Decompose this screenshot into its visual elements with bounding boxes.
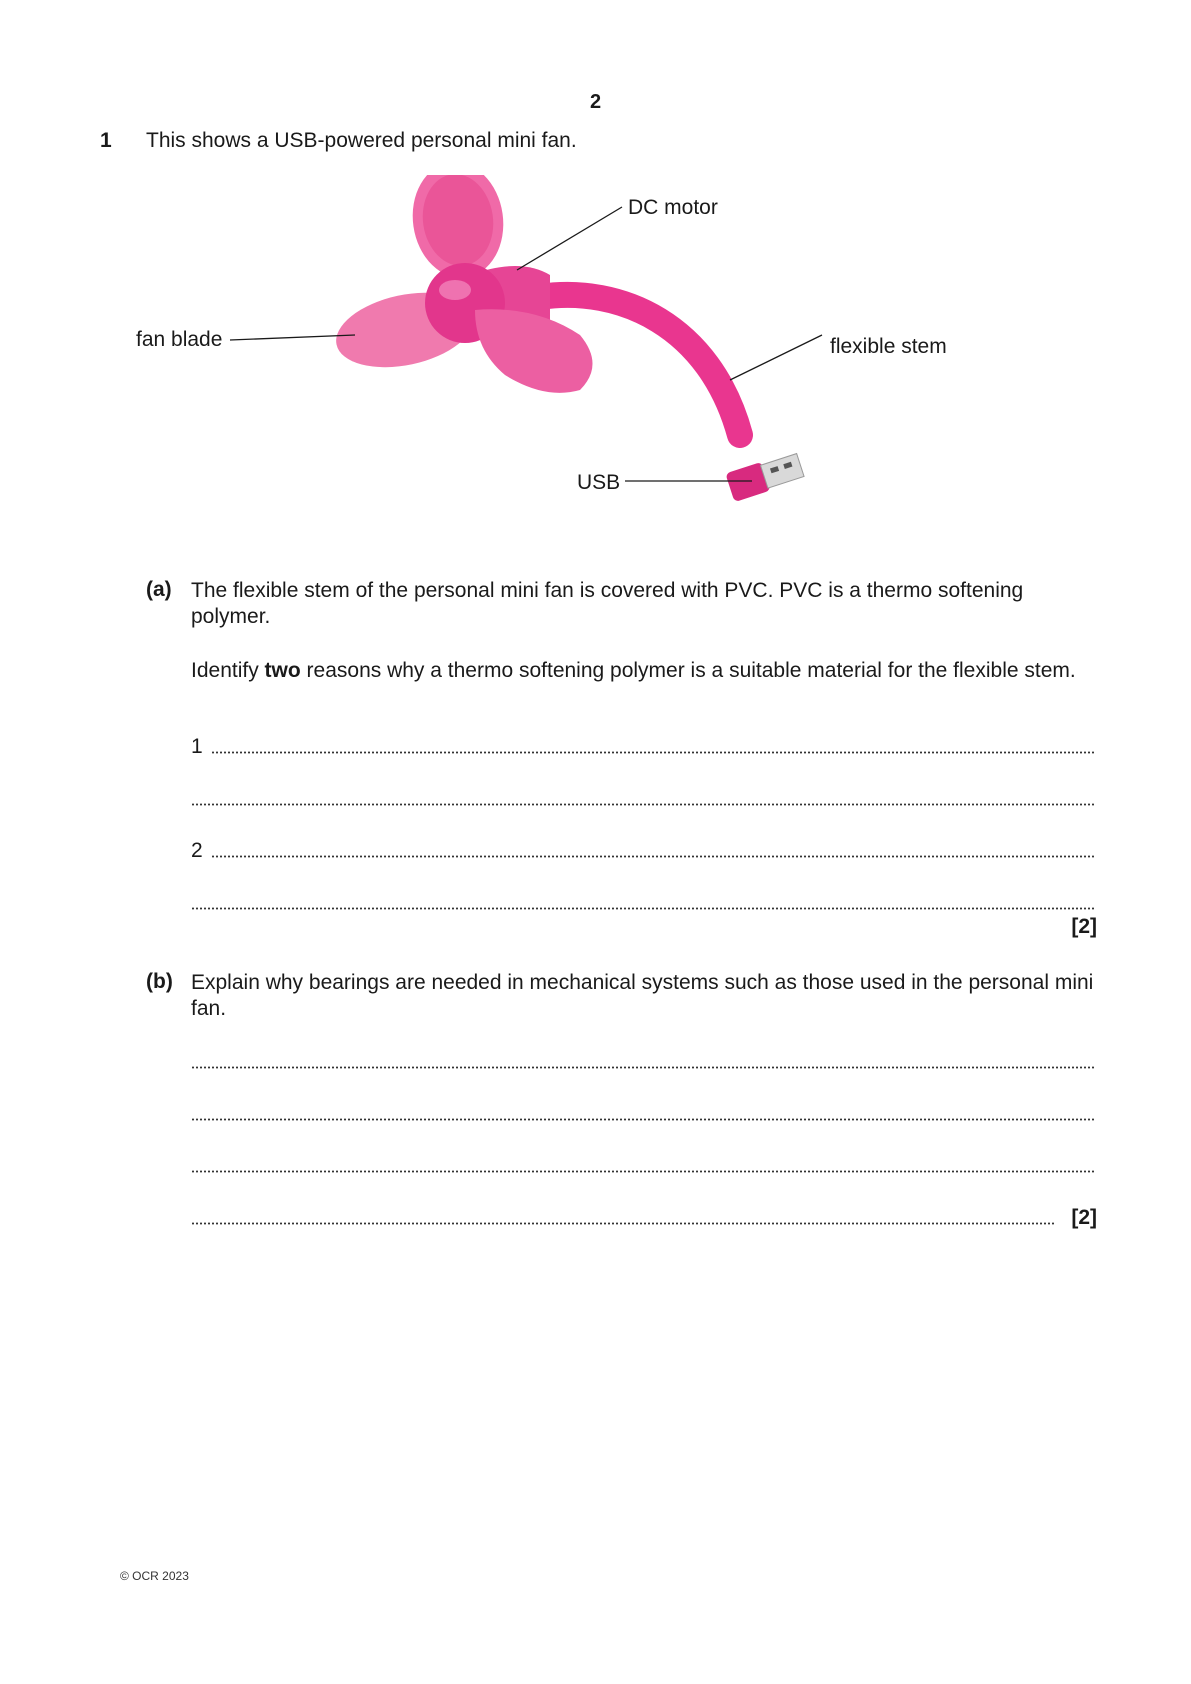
label-dc-motor: DC motor bbox=[628, 196, 718, 219]
usb-connector-shape bbox=[725, 451, 805, 502]
page-number: 2 bbox=[589, 91, 602, 113]
answer-line-a2-cont[interactable] bbox=[191, 889, 1096, 915]
part-a-label: (a) bbox=[146, 578, 172, 601]
copyright-footer: © OCR 2023 bbox=[120, 1569, 189, 1583]
dotted-line bbox=[191, 1222, 1056, 1225]
question-stem: This shows a USB-powered personal mini fan. bbox=[146, 129, 577, 152]
label-flexible-stem: flexible stem bbox=[830, 335, 947, 358]
instruction-pre: Identify bbox=[191, 659, 265, 682]
dotted-line bbox=[211, 751, 1096, 754]
dotted-line bbox=[191, 803, 1096, 806]
part-b-marks: [2] bbox=[1071, 1206, 1097, 1229]
dotted-line bbox=[191, 1170, 1096, 1173]
part-a-text: The flexible stem of the personal mini fan is covered with PVC. PVC is a thermo softening polymer. bbox=[191, 579, 1024, 628]
answer-line-a2[interactable] bbox=[191, 837, 1096, 863]
fan-blade-right-shape bbox=[475, 309, 593, 393]
part-a-instruction bbox=[191, 658, 1096, 684]
answer-number-1: 1 bbox=[191, 735, 203, 758]
part-b-label: (b) bbox=[146, 970, 173, 993]
answer-line-b2[interactable] bbox=[191, 1100, 1096, 1126]
dotted-line bbox=[191, 1118, 1096, 1121]
answer-line-b4[interactable] bbox=[191, 1204, 1056, 1230]
answer-number-2: 2 bbox=[191, 839, 203, 862]
answer-line-b1[interactable] bbox=[191, 1048, 1096, 1074]
instruction-bold: two bbox=[264, 659, 301, 682]
question-number: 1 bbox=[100, 129, 112, 152]
dotted-line bbox=[191, 1066, 1096, 1069]
instruction-post: reasons why a thermo softening polymer is a suitable material for the flexible stem. bbox=[300, 659, 1076, 682]
part-a-marks: [2] bbox=[1071, 915, 1097, 938]
label-usb: USB bbox=[577, 471, 621, 494]
fan-figure bbox=[136, 175, 1040, 545]
label-fan-blade: fan blade bbox=[136, 328, 223, 351]
answer-line-b3[interactable] bbox=[191, 1152, 1096, 1178]
answer-line-a1[interactable] bbox=[191, 733, 1096, 759]
dotted-line bbox=[191, 907, 1096, 910]
dotted-line bbox=[211, 855, 1096, 858]
part-b-text: Explain why bearings are needed in mechanical systems such as those used in the personal mini fan. bbox=[191, 971, 1094, 1020]
answer-line-a1-cont[interactable] bbox=[191, 785, 1096, 811]
